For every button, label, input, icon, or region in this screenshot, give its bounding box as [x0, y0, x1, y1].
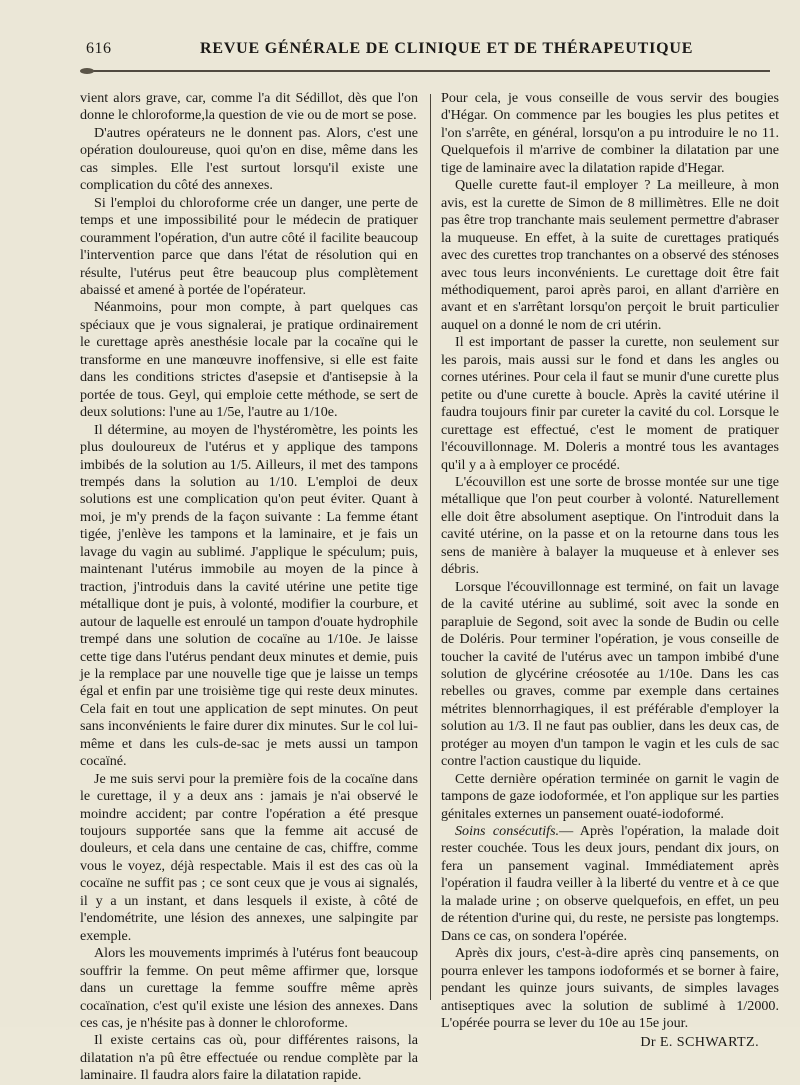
paragraph: Il existe certains cas où, pour différentes raisons, la dilatation n'a pû être effectuée ou rendue complète par la laminaire. Il faudra alors faire la dilatation rapide. [80, 1032, 418, 1084]
paragraph: Lorsque l'écouvillonnage est terminé, on fait un lavage de la cavité utérine au sublimé, soit avec la sonde en parapluie de Segond, soit avec la sonde de Budin ou celle de Doléris. Pour terminer l'opération, je vous conseille de toucher la cavité de l'utérus avec un tampon imbibé d'une solution de glycérine créosotée au 1/10e. Dans les cas rebelles ou graves, comme par exemple dans certaines métrites blennorrhagiques, il est préférable d'employer la solution au 1/3. Il ne faut pas oublier, dans les deux cas, de protéger au moyen d'un tampon le vagin et les culs de sac contre l'action caustique du liquide. [441, 578, 779, 770]
paragraph: Je me suis servi pour la première fois de la cocaïne dans le curettage, il y a deux ans : jamais je n'ai observé le moindre accident; par contre l'opération a été presque toujours supportée sans que la femme ait accusé de douleurs, et cela dans une centaine de cas, chiffre, comme vous le voyez, déjà respectable. Mais il est des cas où la cocaïne ne suffit pas ; ce sont ceux que je vous ai signalés, il y a un instant, et dans lesquels il existe, à côté de l'endométrite, une lésion des annexes, une salpingite par exemple. [80, 770, 418, 944]
paragraph: Pour cela, je vous conseille de vous servir des bougies d'Hégar. On commence par les bougies les plus petites et l'on s'arrête, en général, lorsqu'on a pu introduire le no 11. Quelquefois il m'arrive de combiner la dilatation par une tige de laminaire avec la dilatation rapide d'Hegar. [441, 90, 779, 176]
paragraph: Quelle curette faut-il employer ? La meilleure, à mon avis, est la curette de Simon de 8 millimètres. Elle ne doit pas être trop tranchante mais seulement permettre d'abraser la muqueuse. En effet, à la suite de curettages pratiqués avec des curettes trop tranchantes on a observé des sténoses avec tous leurs inconvénients. Le curettage doit être fait méthodiquement, paroi après paroi, en allant d'arrière en avant et en s'arrêtant lorsqu'on perçoit le bruit particulier auquel on a donné le nom de cri utérin. [441, 177, 779, 333]
right-column [441, 90, 779, 1052]
running-title: REVUE GÉNÉRALE DE CLINIQUE ET DE THÉRAPEUTIQUE [200, 40, 694, 57]
section-heading: Soins consécutifs. [455, 823, 560, 840]
paragraph: D'autres opérateurs ne le donnent pas. Alors, c'est une opération douloureuse, quoi qu'on en dise, même dans les cas simples. Elle l'est surtout lorsqu'il existe une complication du côté des annexes. [80, 124, 418, 194]
paragraph: Néanmoins, pour mon compte, à part quelques cas spéciaux que je vous signalerai, je pratique ordinairement le curettage après anesthésie locale par la cocaïne qui le transforme en une manœuvre inoffensive, si elle est faite dans les conditions strictes d'asepsie et d'antisepsie à la portée de tous. Geyl, qui emploie cette méthode, se sert de deux solutions: l'une au 1/5e, l'autre au 1/10e. [80, 299, 418, 421]
paragraph: Il détermine, au moyen de l'hystéromètre, les points les plus douloureux de l'utérus et y applique des tampons imbibés de la solution au 1/5. Ailleurs, il met des tampons trempés dans la solution au 1/10. L'emploi de deux solutions est une complication qu'on peut éviter. Quant à moi, je m'y prends de la façon suivante : La femme étant tigée, j'enlève les tampons et la laminaire, et je fais un lavage du vagin au sublimé. J'applique le spéculum; puis, maintenant l'utérus immobile au moyen de la pince à traction, j'introduis dans la cavité utérine une petite tige métallique dont je puis, à volonté, modifier la courbure, et autour de laquelle est enroulé un tampon d'ouate hydrophile trempé dans une solution de cocaïne au 1/10e. Je laisse cette tige dans l'utérus pendant deux minutes et demie, puis je la remplace par une nouvelle tige que je laisse un temps égal et enfin par une troisième tige qui reste deux minutes. Cela fait en tout une application de sept minutes. On peut sans inconvénients le faire durer dix minutes. Sur le col lui-même et dans les culs-de-sac je mets aussi un tampon cocaïné. [80, 421, 418, 770]
paragraph-text: — Après l'opération, la malade doit rester couchée. Tous les deux jours, pendant dix jours, on fera un pansement vaginal. Immédiatement après l'opération il faudra veiller à la liberté du ventre et à ce que la malade urine ; on observe quelquefois, en effet, un peu de rétention d'urine qui, du reste, ne persiste pas longtemps. Dans ce cas, on sondera l'opérée. [441, 823, 779, 944]
left-column [80, 90, 418, 1085]
paragraph: Après dix jours, c'est-à-dire après cinq pansements, on pourra enlever les tampons iodoformés et se borner à faire, pendant les quinze jours suivants, de simples lavages antiseptiques avec la solution de sublimé à 1/2000. L'opérée pourra se lever du 10e au 15e jour. [441, 945, 779, 1032]
header-rule [86, 70, 770, 72]
page-number: 616 [86, 40, 112, 57]
paragraph: Cette dernière opération terminée on garnit le vagin de tampons de gaze iodoformée, et l'on applique sur les parties génitales externes un pansement ouaté-iodoformé. [441, 770, 779, 822]
page-header [86, 40, 760, 62]
paragraph: Alors les mouvements imprimés à l'utérus font beaucoup souffrir la femme. On peut même affirmer que, lorsque dans un curettage la femme souffre même après cocaïnation, c'est qu'il existe une lésion des annexes. Dans ces cas, je n'hésite pas à donner le chloroforme. [80, 945, 418, 1032]
paragraph: Il est important de passer la curette, non seulement sur les parois, mais aussi sur le fond et dans les angles ou cornes utérines. Pour cela il faut se munir d'une curette plus petite ou d'une curette à boucle. Après la cavité utérine il faudra toujours finir par cureter la cavité du col. Lorsque le curettage est effectué, c'est le moment de pratiquer l'écouvillonnage. M. Doleris a montré tous les avantages qu'il y a à employer ce procédé. [441, 334, 779, 473]
paragraph: vient alors grave, car, comme l'a dit Sédillot, dès que l'on donne le chloroforme,la question de vie ou de mort se pose. [80, 90, 418, 124]
paragraph [441, 823, 779, 945]
column-divider [430, 94, 431, 1000]
author-signature: Dr E. SCHWARTZ. [640, 1034, 759, 1051]
paragraph: Si l'emploi du chloroforme crée un danger, une perte de temps et une impossibilité pour le médecin de pratiquer couramment l'opération, d'un autre côté il facilite beaucoup l'intervention parce que dans l'état de résolution qui en résulte, l'utérus peut être beaucoup plus complètement abaissé et amené à portée de l'opérateur. [80, 194, 418, 298]
paragraph: L'écouvillon est une sorte de brosse montée sur une tige métallique que l'on peut courber à volonté. Naturellement elle doit être absolument aseptique. On l'introduit dans la cavité utérine, on la passe et on la retourne dans tous les sens de manière à balayer la muqueuse et à enlever ses débris. [441, 473, 779, 578]
